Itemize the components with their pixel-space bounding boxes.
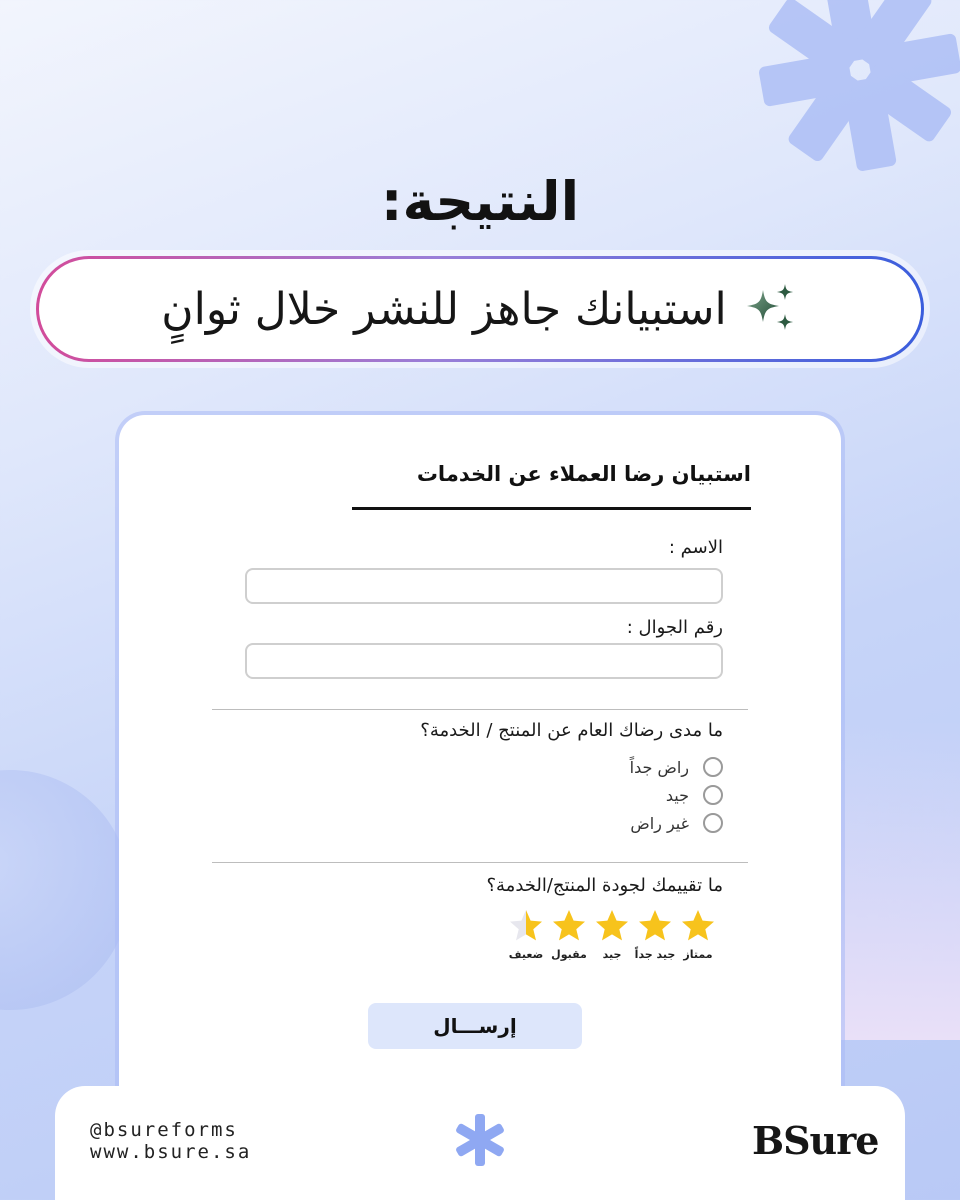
instagram-handle: @bsureforms xyxy=(90,1119,238,1141)
banner-text: استبيانك جاهز للنشر خلال ثوانٍ xyxy=(161,283,727,335)
sparkle-icon xyxy=(741,280,799,338)
star-rating[interactable] xyxy=(500,908,720,968)
banner-pill xyxy=(36,256,924,362)
star-icon xyxy=(594,908,630,944)
section-divider xyxy=(212,709,748,710)
radio-option-not-satisfied[interactable] xyxy=(630,813,723,833)
radio-label: غير راض xyxy=(630,813,689,833)
asterisk-icon xyxy=(452,1112,508,1168)
banner-pill-inner xyxy=(39,259,921,359)
phone-field[interactable] xyxy=(245,643,723,679)
star-label: جيد جداً xyxy=(634,948,676,961)
star-4[interactable] xyxy=(547,908,591,961)
star-1[interactable] xyxy=(676,908,720,961)
form-title: استبيان رضا العملاء عن الخدمات xyxy=(416,462,751,486)
star-3[interactable] xyxy=(590,908,634,961)
star-icon xyxy=(551,908,587,944)
submit-button[interactable]: إرســـال xyxy=(368,1003,582,1049)
star-5[interactable] xyxy=(504,908,548,961)
star-icon xyxy=(508,908,544,944)
page-headline: النتيجة: xyxy=(380,170,580,233)
radio-button[interactable] xyxy=(703,757,723,777)
radio-option-good[interactable] xyxy=(666,785,723,805)
radio-button[interactable] xyxy=(703,785,723,805)
star-label: مقبول xyxy=(551,948,587,961)
radio-label: راض جداً xyxy=(629,757,689,777)
star-icon xyxy=(680,908,716,944)
rating-question: ما تقييمك لجودة المنتج/الخدمة؟ xyxy=(486,875,723,896)
satisfaction-question: ما مدى رضاك العام عن المنتج / الخدمة؟ xyxy=(420,720,723,741)
star-icon xyxy=(637,908,673,944)
decorative-circle xyxy=(0,770,130,1010)
website-link[interactable]: www.bsure.sa xyxy=(90,1141,252,1163)
radio-option-very-satisfied[interactable] xyxy=(630,757,723,777)
star-label: ضعيف xyxy=(508,948,544,961)
name-field-label: الاسم : xyxy=(668,537,723,558)
bsure-logo: BSure xyxy=(752,1118,879,1163)
phone-field-label: رقم الجوال : xyxy=(626,617,723,638)
form-title-underline xyxy=(352,507,751,510)
name-field[interactable] xyxy=(245,568,723,604)
radio-label: جيد xyxy=(665,785,689,805)
star-2[interactable] xyxy=(633,908,677,961)
star-label: جيد xyxy=(602,948,622,961)
section-divider xyxy=(212,862,748,863)
radio-button[interactable] xyxy=(703,813,723,833)
star-label: ممتاز xyxy=(683,948,713,961)
